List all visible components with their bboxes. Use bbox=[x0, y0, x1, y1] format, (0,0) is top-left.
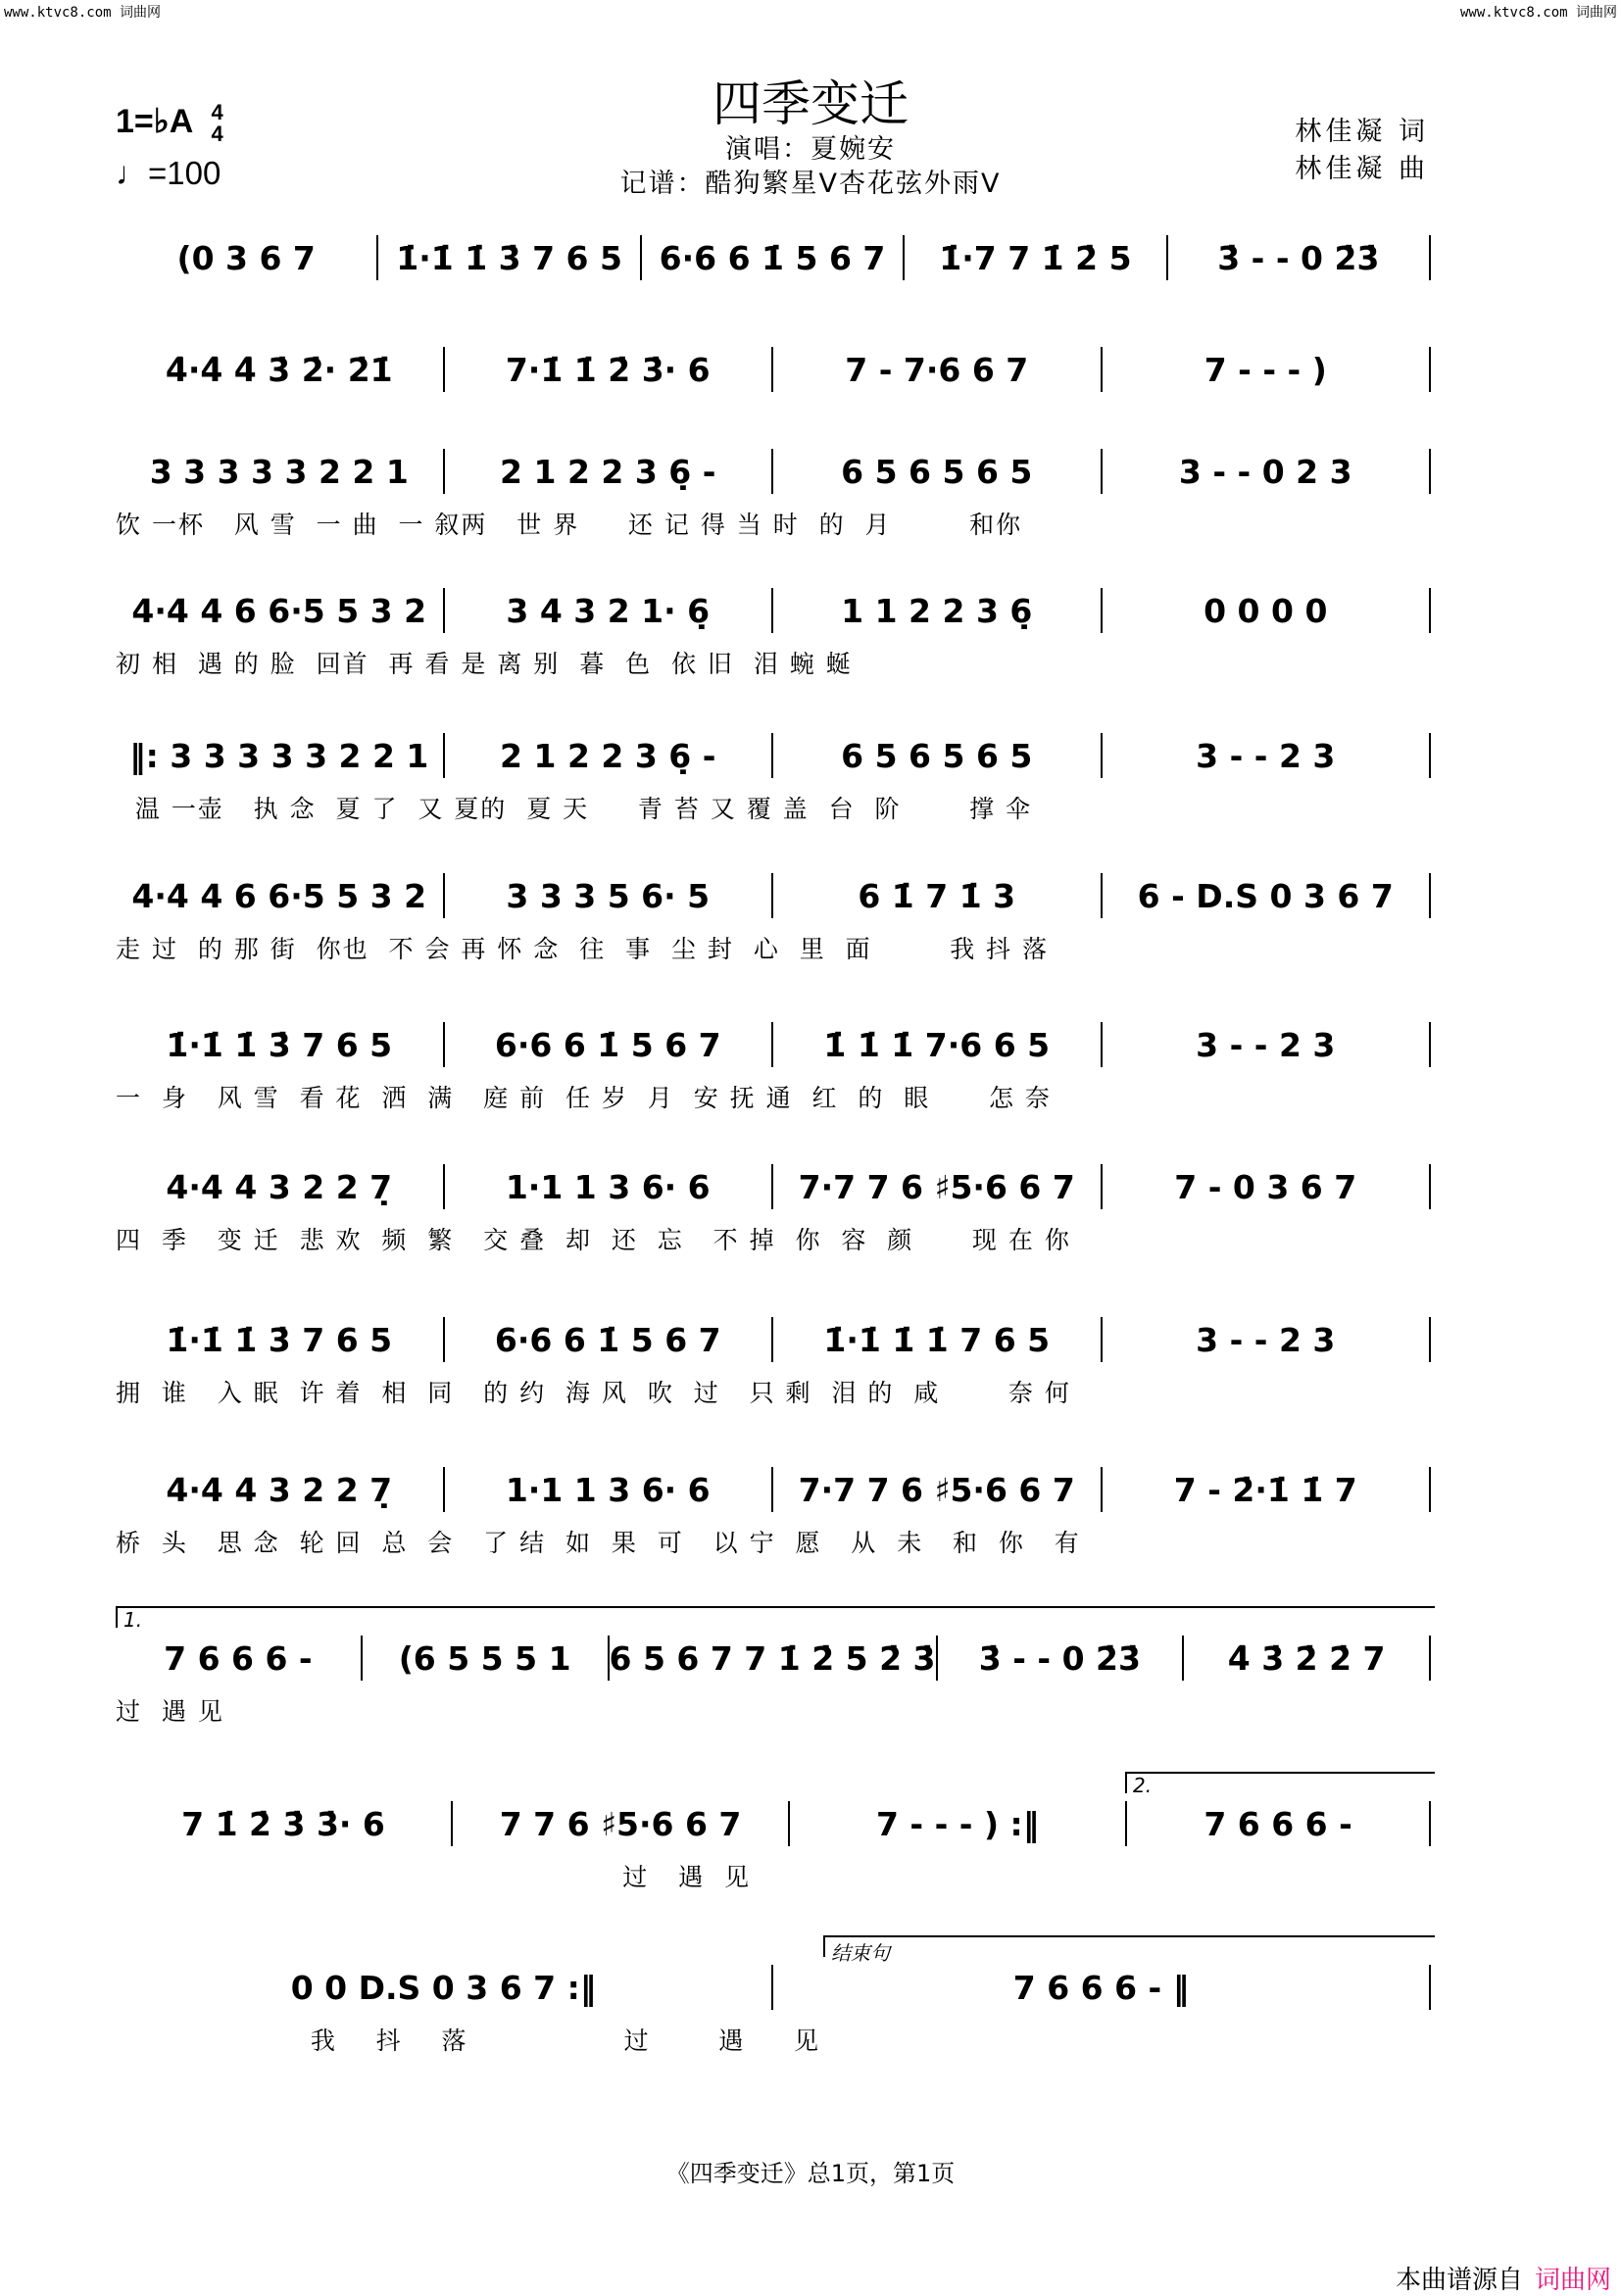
watermark-left: www.ktvc8.com 词曲网 bbox=[4, 5, 162, 21]
measure: 1 1 2 2 3 6̣ bbox=[773, 588, 1103, 633]
tempo: ♩=100 bbox=[116, 155, 221, 191]
time-sig-top: 4 bbox=[211, 100, 223, 125]
measure: 6 1̇ 7 1̇ 3 bbox=[773, 873, 1103, 918]
measure: 4·4 4 6 6·5 5 3 2 bbox=[116, 588, 445, 633]
transcriber: 记谱：酷狗繁星V杏花弦外雨V bbox=[619, 169, 1002, 199]
score-row bbox=[116, 1774, 1431, 1891]
notes-line bbox=[116, 588, 1431, 633]
notes-line bbox=[116, 1801, 1431, 1846]
key-signature bbox=[116, 102, 223, 145]
score-row bbox=[116, 347, 1431, 392]
measure: 0 0 0 0 bbox=[1103, 588, 1432, 633]
source-credit bbox=[1396, 2260, 1611, 2296]
measure: 7 6 6 6 - ‖ bbox=[773, 1965, 1431, 2010]
measure: 7 7 6 ♯5·6 6 7 bbox=[453, 1801, 790, 1846]
measure: 3̇ - - 0 2̇3̇ bbox=[938, 1636, 1185, 1681]
notes-line bbox=[116, 1965, 1431, 2010]
notes-line bbox=[116, 347, 1431, 392]
score-row bbox=[116, 873, 1431, 963]
lyrics-line: 拥 谁 入 眠 许 着 相 同 的 约 海 风 吹 过 只 剩 泪 的 咸 奈 何 bbox=[116, 1379, 1071, 1407]
score-row bbox=[116, 588, 1431, 678]
measure: 7 6 6 6 - bbox=[1127, 1801, 1431, 1846]
lyrics-line: 过 遇 见 bbox=[116, 1863, 751, 1891]
measure: 1̇·1̇ 1̇ 3̇ 7 6 5 bbox=[378, 235, 641, 280]
measure: 6 5 6 7 7 1̇ 2̇ 5 2̇ 3̇ bbox=[610, 1636, 938, 1681]
notes-line bbox=[116, 873, 1431, 918]
volta-bracket: 结束句 bbox=[823, 1935, 1435, 1957]
measure: 1·1 1 3 6· 6 bbox=[445, 1164, 774, 1209]
score-row bbox=[116, 1164, 1431, 1254]
measure: 6·6 6 1̇ 5 6 7 bbox=[642, 235, 905, 280]
lyrics-line: 四 季 变 迁 悲 欢 频 繁 交 叠 却 还 忘 不 掉 你 容 颜 现 在 你 bbox=[116, 1226, 1071, 1254]
measure: 4·4 4 6 6·5 5 3 2 bbox=[116, 873, 445, 918]
measure: 7·7 7 6 ♯5·6 6 7 bbox=[773, 1164, 1103, 1209]
volta-bracket: 2. bbox=[1125, 1772, 1435, 1793]
measure: 3 - - 2 3 bbox=[1103, 1022, 1432, 1067]
measure: 3 3 3 5 6· 5 bbox=[445, 873, 774, 918]
lyrics-line: 我 抖 落 过 遇 见 bbox=[116, 2027, 821, 2055]
measure: 1·1 1 3 6· 6 bbox=[445, 1467, 774, 1512]
measure: 3̇ - - 0 2̇3̇ bbox=[1168, 235, 1431, 280]
notes-line bbox=[116, 1467, 1431, 1512]
score-row bbox=[116, 235, 1431, 280]
lyrics-line: 过 遇 见 bbox=[116, 1697, 224, 1726]
source-brand: 词曲网 bbox=[1534, 2266, 1611, 2295]
notes-line bbox=[116, 449, 1431, 494]
notes-line bbox=[116, 1022, 1431, 1067]
measure: 7 6 6 6 - bbox=[116, 1636, 363, 1681]
measure: 3 - - 2 3 bbox=[1103, 1317, 1432, 1362]
measure: 7·7 7 6 ♯5·6 6 7 bbox=[773, 1467, 1103, 1512]
watermark-right: www.ktvc8.com 词曲网 bbox=[1459, 5, 1617, 21]
measure: 6·6 6 1̇ 5 6 7 bbox=[445, 1022, 774, 1067]
time-sig-bottom: 4 bbox=[211, 122, 223, 147]
song-title: 四季变迁 bbox=[712, 75, 909, 132]
time-signature bbox=[212, 102, 223, 145]
measure: 6·6 6 1̇ 5 6 7 bbox=[445, 1317, 774, 1362]
score-row bbox=[116, 1608, 1431, 1726]
score-row bbox=[116, 449, 1431, 539]
lyrics-line: 饮 一杯 风 雪 一 曲 一 叙两 世 界 还 记 得 当 时 的 月 和你 bbox=[116, 511, 1023, 539]
notes-line bbox=[116, 1317, 1431, 1362]
notes-line bbox=[116, 235, 1431, 280]
measure: 7 - 7·6 6 7 bbox=[773, 347, 1103, 392]
notes-line bbox=[116, 1164, 1431, 1209]
measure: 3 - - 2 3 bbox=[1103, 733, 1432, 778]
measure: 1̇ 1̇ 1̇ 7·6 6 5 bbox=[773, 1022, 1103, 1067]
measure: (0 3 6 7 bbox=[116, 235, 378, 280]
score-row bbox=[116, 1941, 1431, 2055]
measure: 2 1 2 2 3 6̣ - bbox=[445, 449, 774, 494]
measure: 6 - D.S 0 3 6 7 bbox=[1103, 873, 1432, 918]
score-row bbox=[116, 1467, 1431, 1557]
lyrics-line: 桥 头 思 念 轮 回 总 会 了 结 如 果 可 以 宁 愿 从 未 和 你 有 bbox=[116, 1529, 1081, 1557]
measure: 2 1 2 2 3 6̣ - bbox=[445, 733, 774, 778]
measure: 0 0 D.S 0 3 6 7 :‖ bbox=[116, 1965, 773, 2010]
measure: 7 - 2̇·1̇ 1̇ 7 bbox=[1103, 1467, 1432, 1512]
composer: 林佳凝 曲 bbox=[1295, 154, 1429, 184]
measure: 1̇·1̇ 1̇ 3̇ 7 6 5 bbox=[116, 1022, 445, 1067]
singer: 演唱：夏婉安 bbox=[725, 134, 896, 165]
measure: 1̇·1̇ 1̇ 1̇ 7 6 5 bbox=[773, 1317, 1103, 1362]
lyrics-line: 一 身 风 雪 看 花 洒 满 庭 前 任 岁 月 安 抚 通 红 的 眼 怎 奈 bbox=[116, 1084, 1052, 1112]
measure: 4·4 4 3 2 2 7̣ bbox=[116, 1467, 445, 1512]
lyricist: 林佳凝 词 bbox=[1295, 117, 1429, 147]
notes-line bbox=[116, 1636, 1431, 1681]
score-row bbox=[116, 1022, 1431, 1112]
lyrics-line: 走 过 的 那 街 你也 不 会 再 怀 念 往 事 尘 封 心 里 面 我 抖 落 bbox=[116, 935, 1050, 963]
measure: 7·1̇ 1̇ 2̇ 3̇· 6 bbox=[445, 347, 774, 392]
notes-line bbox=[116, 733, 1431, 778]
measure: 4̇·4̇ 4̇ 3̇ 2̇· 2̇1̇ bbox=[116, 347, 445, 392]
measure: 3 4 3 2 1· 6̣ bbox=[445, 588, 774, 633]
measure: 6 5 6 5 6 5 bbox=[773, 449, 1103, 494]
measure: 3 - - 0 2 3 bbox=[1103, 449, 1432, 494]
measure: 7 - 0 3 6 7 bbox=[1103, 1164, 1432, 1209]
page-footer: 《四季变迁》总1页，第1页 bbox=[665, 2160, 956, 2187]
score-row bbox=[116, 733, 1431, 823]
lyrics-line: 初 相 遇 的 脸 回首 再 看 是 离 别 暮 色 依 旧 泪 蜿 蜒 bbox=[116, 650, 853, 678]
measure: 1̇·7 7 1̇ 2̇ 5 bbox=[905, 235, 1167, 280]
measure: 3 3 3 3 3 2 2 1 bbox=[116, 449, 445, 494]
measure: 6 5 6 5 6 5 bbox=[773, 733, 1103, 778]
measure: 4̇ 3̇ 2̇ 2̇ 7 bbox=[1184, 1636, 1431, 1681]
measure: 1̇·1̇ 1̇ 3̇ 7 6 5 bbox=[116, 1317, 445, 1362]
measure: ‖: 3 3 3 3 3 2 2 1 bbox=[116, 733, 445, 778]
score-row bbox=[116, 1317, 1431, 1407]
measure: 4·4 4 3 2 2 7̣ bbox=[116, 1164, 445, 1209]
measure: 7 - - - ) :‖ bbox=[790, 1801, 1127, 1846]
volta-bracket: 1. bbox=[116, 1606, 1435, 1628]
lyrics-line: 温 一壶 执 念 夏 了 又 夏的 夏 天 青 苔 又 覆 盖 台 阶 撑 伞 bbox=[116, 795, 1033, 823]
measure: (6 5 5 5 1 bbox=[363, 1636, 610, 1681]
measure: 7 - - - ) bbox=[1103, 347, 1432, 392]
key: 1=♭A bbox=[116, 103, 193, 140]
measure: 7 1̇ 2̇ 3̇ 3̇· 6 bbox=[116, 1801, 453, 1846]
source-text: 本曲谱源自 bbox=[1395, 2266, 1523, 2295]
